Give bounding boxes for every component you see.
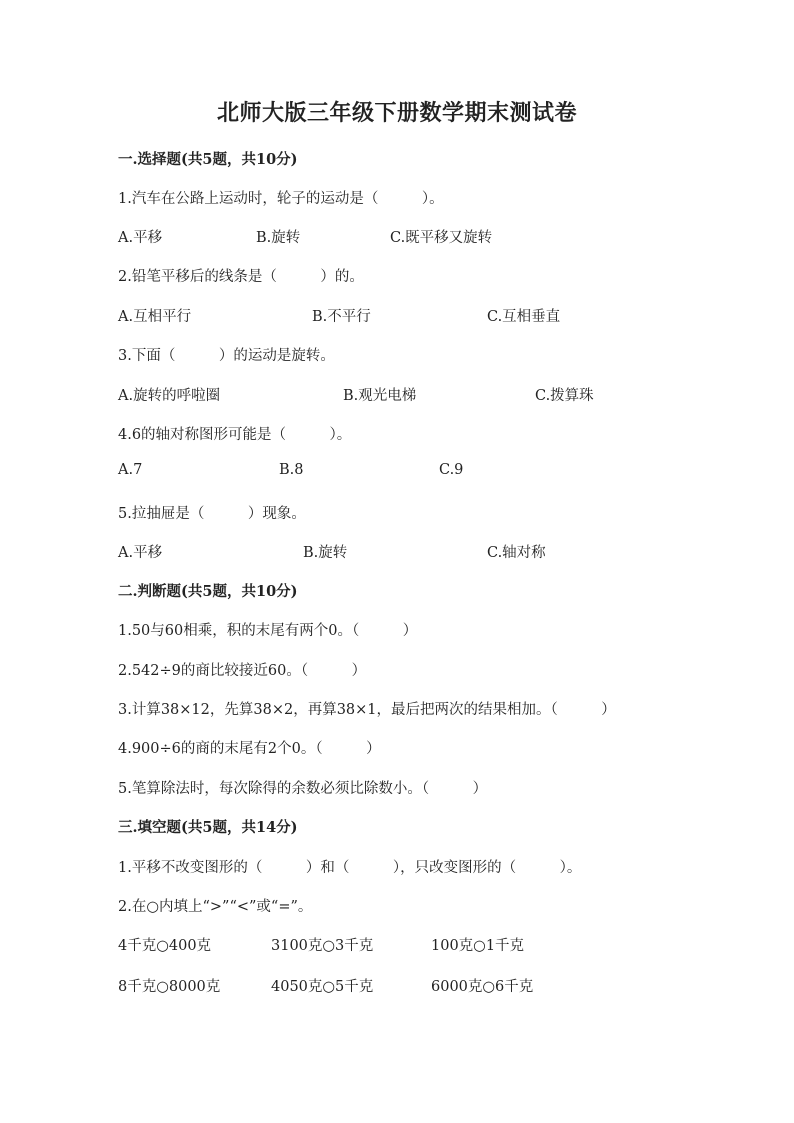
compare-item: 6000克○6千克 — [431, 979, 534, 995]
option-a: A.平移 — [118, 545, 163, 561]
question-stem: 2.542÷9的商比较接近60。（ ） — [118, 663, 367, 679]
question-stem: 2.在○内填上“>”“<”或“=”。 — [118, 899, 313, 915]
section-heading-true-false: 二.判断题(共5题，共10分) — [118, 583, 298, 600]
option-b: B.不平行 — [312, 309, 371, 325]
compare-item: 4千克○400克 — [118, 938, 212, 954]
option-b: B.旋转 — [256, 230, 301, 246]
compare-item: 100克○1千克 — [431, 938, 525, 954]
compare-item: 8千克○8000克 — [118, 979, 221, 995]
question-stem: 1.50与60相乘，积的末尾有两个0。（ ） — [118, 623, 418, 639]
question-stem: 5.拉抽屉是（ ）现象。 — [118, 506, 306, 522]
option-a: A.旋转的呼啦圈 — [118, 388, 221, 404]
option-a: A.互相平行 — [118, 309, 192, 325]
option-c: C.轴对称 — [487, 545, 546, 561]
question-stem: 3.下面（ ）的运动是旋转。 — [118, 348, 335, 364]
section-heading-fill-blank: 三.填空题(共5题，共14分) — [118, 819, 298, 836]
question-stem: 4.900÷6的商的末尾有2个0。（ ） — [118, 741, 381, 757]
question-stem: 1.平移不改变图形的（ ）和（ ），只改变图形的（ ）。 — [118, 860, 582, 876]
option-b: B.旋转 — [303, 545, 348, 561]
compare-item: 3100克○3千克 — [271, 938, 374, 954]
option-c: C.互相垂直 — [487, 309, 561, 325]
option-a: A.平移 — [118, 230, 163, 246]
page-title: 北师大版三年级下册数学期末测试卷 — [216, 100, 577, 126]
section-heading-choice: 一.选择题(共5题，共10分) — [118, 151, 298, 168]
compare-item: 4050克○5千克 — [271, 979, 374, 995]
question-stem: 3.计算38×12，先算38×2，再算38×1，最后把两次的结果相加。（ ） — [118, 702, 616, 718]
option-c: C.9 — [439, 462, 464, 478]
option-b: B.8 — [279, 462, 304, 478]
question-stem: 1.汽车在公路上运动时，轮子的运动是（ ）。 — [118, 191, 444, 207]
question-stem: 5.笔算除法时，每次除得的余数必须比除数小。（ ） — [118, 781, 488, 797]
option-c: C.既平移又旋转 — [390, 230, 493, 246]
option-c: C.拨算珠 — [535, 388, 594, 404]
question-stem: 2.铅笔平移后的线条是（ ）的。 — [118, 269, 364, 285]
option-a: A.7 — [118, 462, 143, 478]
question-stem: 4.6的轴对称图形可能是（ ）。 — [118, 427, 352, 443]
option-b: B.观光电梯 — [343, 388, 417, 404]
